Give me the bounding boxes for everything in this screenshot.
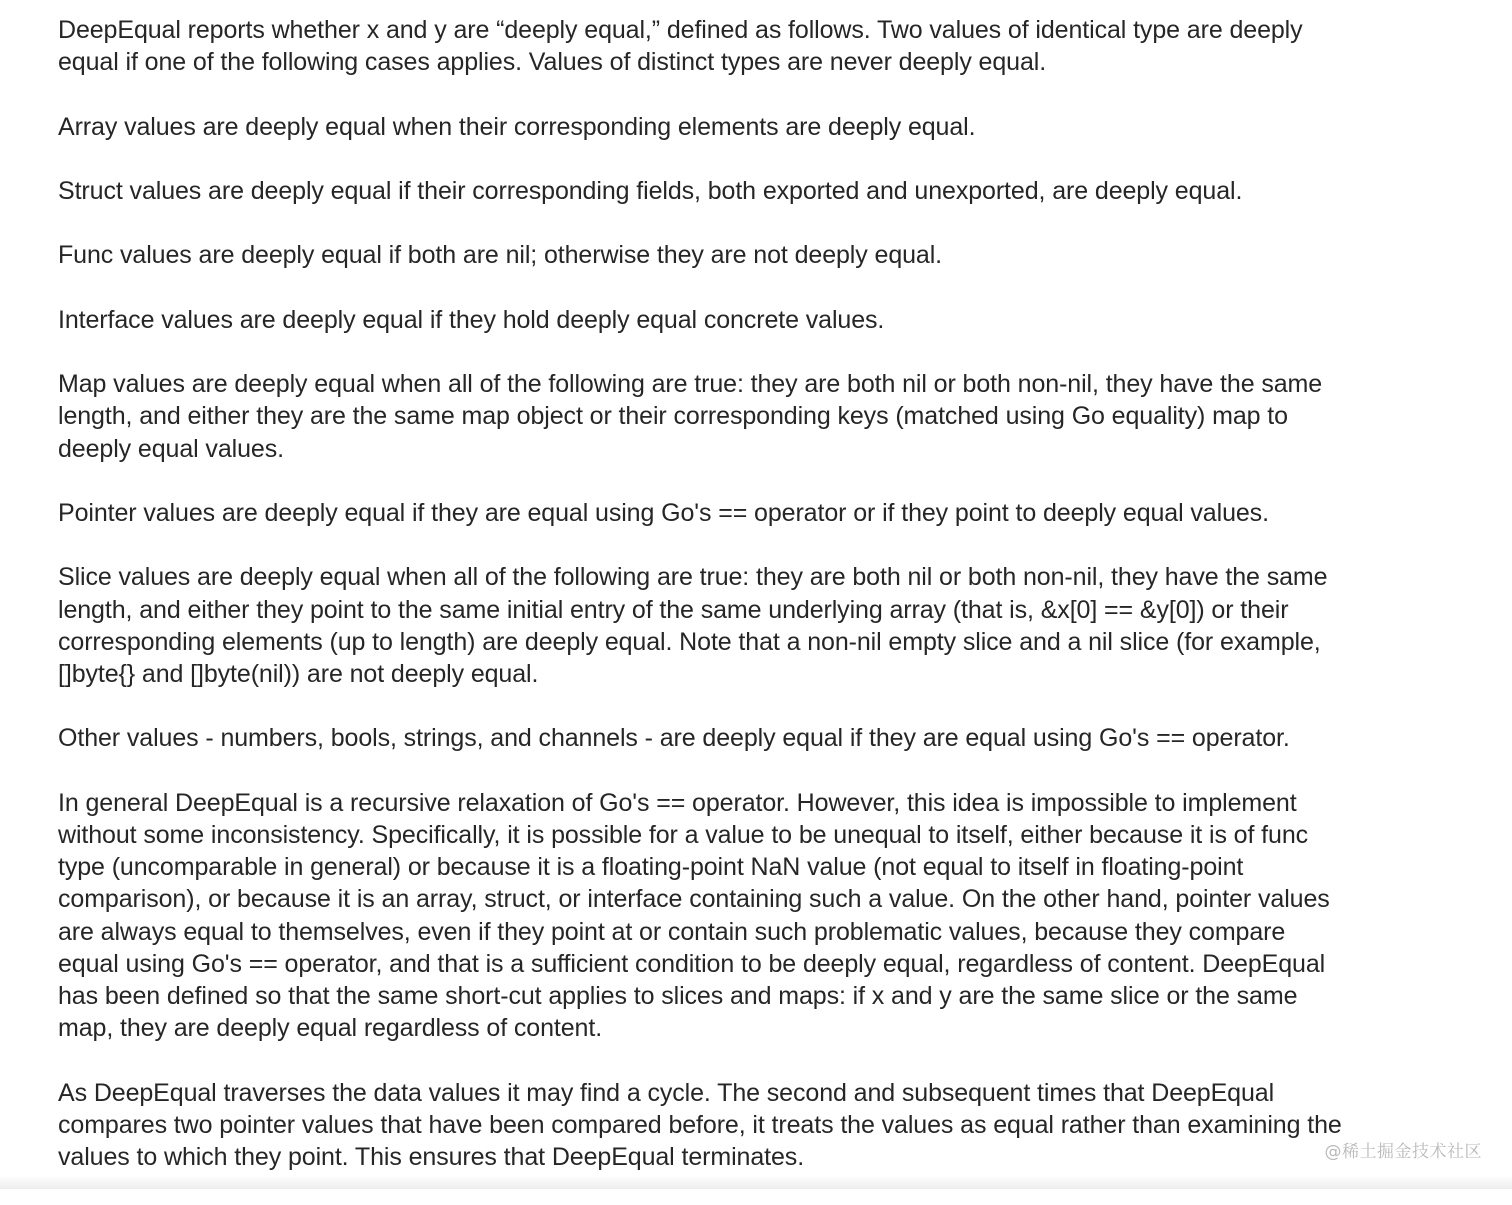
paragraph-pointer: Pointer values are deeply equal if they are equal using Go's == operator or if they point to deeply equal values. [58,498,1269,527]
paragraph-intro: DeepEqual reports whether x and y are “deeply equal,” defined as follows. Two values of identical type are deeply equal if one of the following cases applies. Values of distinct types are never deeply equal. [58,16,1303,77]
paragraph-slice: Slice values are deeply equal when all of the following are true: they are both nil or both non-nil, they have the same length, and either they point to the same initial entry of the same underlying array (that is, &x[0] == &y[0]) or their corresponding elements (up to length) are deeply equal. Note that a non-nil empty slice and a nil slice (for example, []byte{} and []byte(nil)) are not deeply equal. [58,563,1328,688]
paragraph-array: Array values are deeply equal when their corresponding elements are deeply equal. [58,112,976,141]
paragraph-interface: Interface values are deeply equal if they hold deeply equal concrete values. [58,305,885,334]
paragraph-general: In general DeepEqual is a recursive relaxation of Go's == operator. However, this idea is impossible to implement without some inconsistency. Specifically, it is possible for a value to be unequal to itself, either because it is of func type (uncomparable in general) or because it is a floating-point NaN value (not equal to itself in floating-point comparison), or because it is an array, struct, or interface containing such a value. On the other hand, pointer values are always equal to themselves, even if they point at or contain such problematic values, because they compare equal using Go's == operator, and that is a sufficient condition to be deeply equal, regardless of content. DeepEqual has been defined so that the same short-cut applies to slices and maps: if x and y are the same slice or the same map, they are deeply equal regardless of content. [58,788,1330,1043]
paragraph-map: Map values are deeply equal when all of the following are true: they are both nil or both non-nil, they have the same length, and either they are the same map object or their corresponding keys (matched using Go equality) map to deeply equal values. [58,370,1323,463]
watermark: @稀土掘金技术社区 [1324,1142,1482,1162]
document-body [58,14,1348,1205]
paragraph-other: Other values - numbers, bools, strings, and channels - are deeply equal if they are equal using Go's == operator. [58,724,1290,753]
paragraph-cycle: As DeepEqual traverses the data values it may find a cycle. The second and subsequent times that DeepEqual compares two pointer values that have been compared before, it treats the values as equal rather than examining the values to which they point. This ensures that DeepEqual terminates. [58,1078,1342,1171]
bottom-edge-shade [0,1175,1512,1189]
paragraph-struct: Struct values are deeply equal if their corresponding fields, both exported and unexported, are deeply equal. [58,176,1243,205]
paragraph-func: Func values are deeply equal if both are nil; otherwise they are not deeply equal. [58,241,943,270]
